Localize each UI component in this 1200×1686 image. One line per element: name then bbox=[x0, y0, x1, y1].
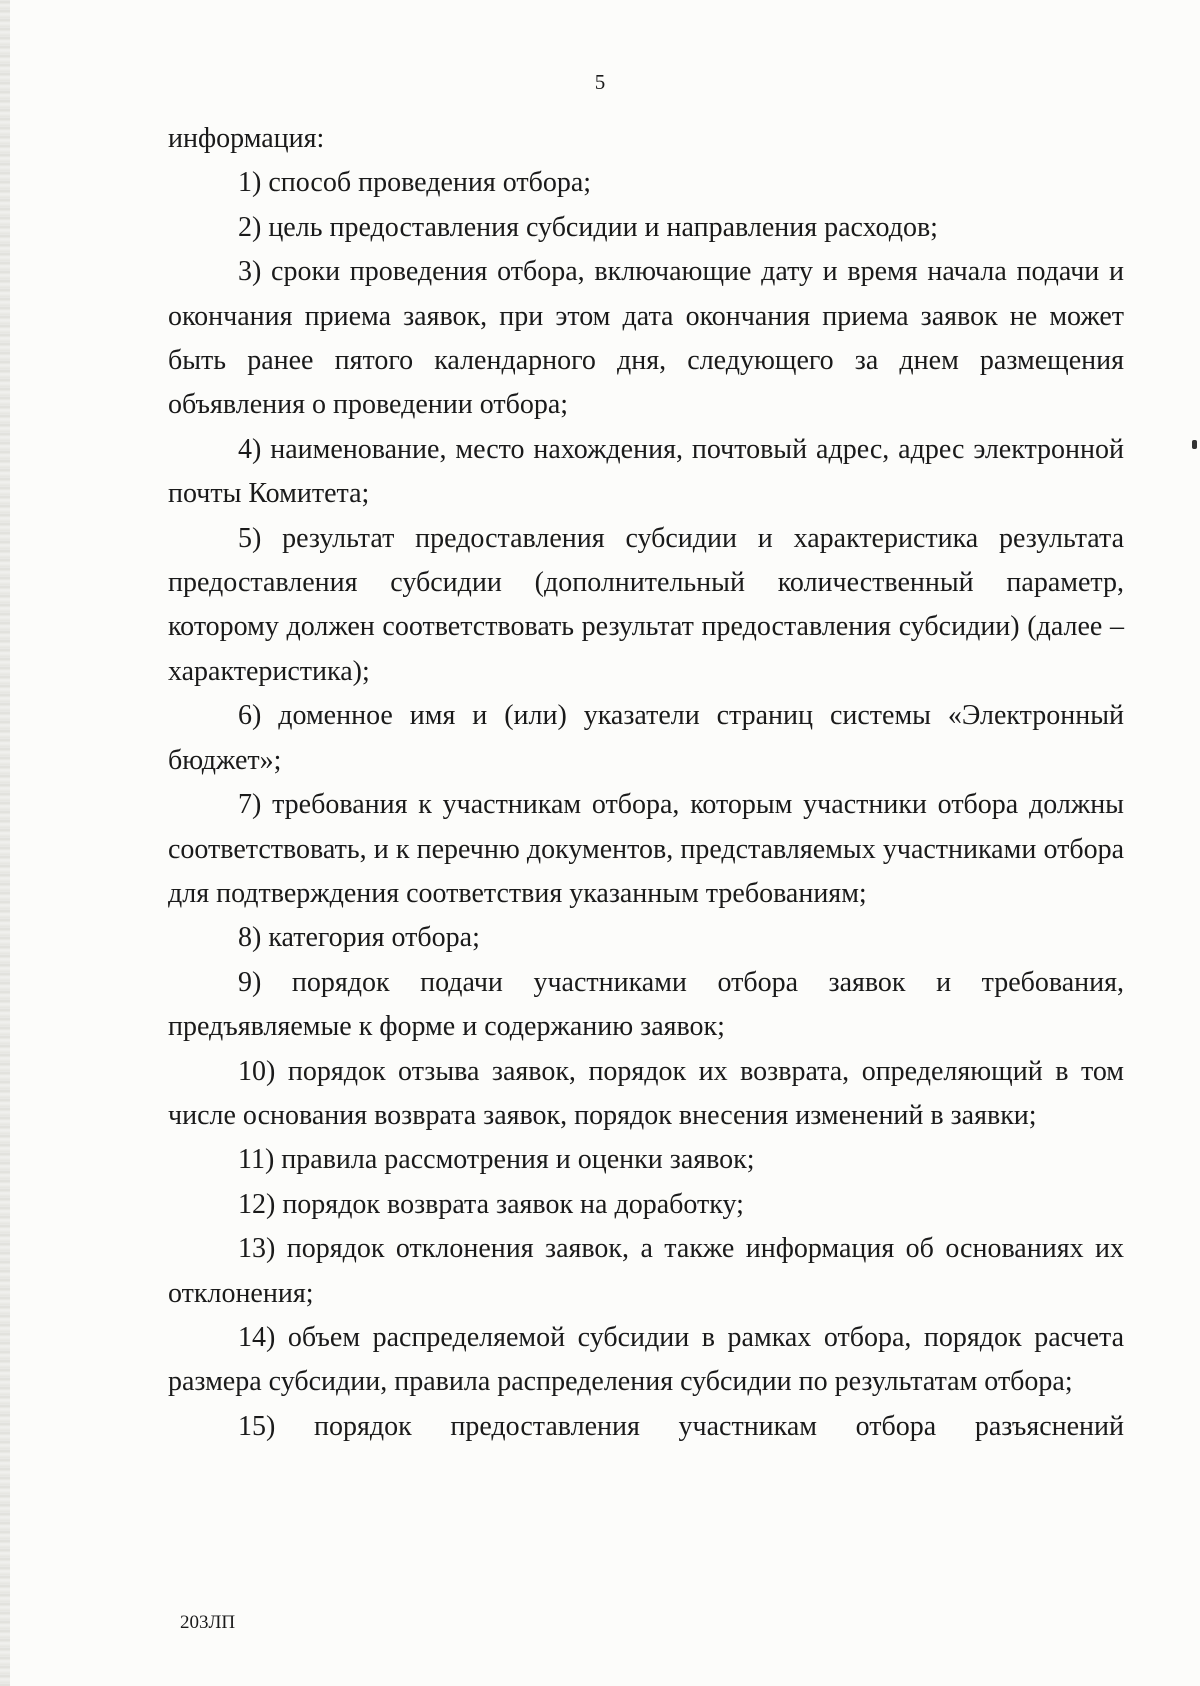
list-item-8: 8) категория отбора; bbox=[238, 922, 480, 954]
scan-edge-artifact bbox=[0, 0, 10, 1686]
list-item-5: 5) результат предоставления субсидии и характеристика результата предоставления субсидии (дополнительный количественный параметр, которому должен соответствовать результат предоставления субсидии) (далее – характеристика); bbox=[168, 522, 1124, 687]
document-code: 203ЛП bbox=[180, 1612, 236, 1633]
list-item-15: 15) порядок предоставления участникам отбора разъяснений bbox=[238, 1410, 1124, 1442]
margin-mark bbox=[1192, 440, 1197, 449]
list-item-3: 3) сроки проведения отбора, включающие дату и время начала подачи и окончания приема заявок, при этом дата окончания приема заявок не может быть ранее пятого календарного дня, следующего за днем размещения объявления о проведении отбора; bbox=[168, 256, 1124, 421]
paragraph-intro: информация: bbox=[168, 123, 325, 154]
list-item-9: 9) порядок подачи участниками отбора заявок и требования, предъявляемые к форме и содержанию заявок; bbox=[168, 966, 1124, 1043]
list-item-11: 11) правила рассмотрения и оценки заявок; bbox=[238, 1144, 755, 1176]
list-item-7: 7) требования к участникам отбора, которым участники отбора должны соответствовать, и к перечню документов, представляемых участниками отбора для подтверждения соответствия указанным требованиям; bbox=[168, 789, 1124, 909]
list-item-13: 13) порядок отклонения заявок, а также информация об основаниях их отклонения; bbox=[168, 1233, 1124, 1309]
list-item-2: 2) цель предоставления субсидии и направления расходов; bbox=[238, 211, 938, 243]
list-item-4: 4) наименование, место нахождения, почтовый адрес, адрес электронной почты Комитета; bbox=[168, 433, 1124, 510]
document-body bbox=[168, 117, 1124, 1449]
list-item-12: 12) порядок возврата заявок на доработку; bbox=[238, 1188, 744, 1220]
list-item-10: 10) порядок отзыва заявок, порядок их возврата, определяющий в том числе основания возврата заявок, порядок внесения изменений в заявки; bbox=[168, 1055, 1124, 1131]
list-item-14: 14) объем распределяемой субсидии в рамках отбора, порядок расчета размера субсидии, правила распределения субсидии по результатам отбора; bbox=[168, 1321, 1124, 1398]
page-number: 5 bbox=[594, 70, 606, 94]
list-item-6: 6) доменное имя и (или) указатели страниц системы «Электронный бюджет»; bbox=[168, 700, 1124, 776]
list-item-1: 1) способ проведения отбора; bbox=[238, 167, 592, 199]
